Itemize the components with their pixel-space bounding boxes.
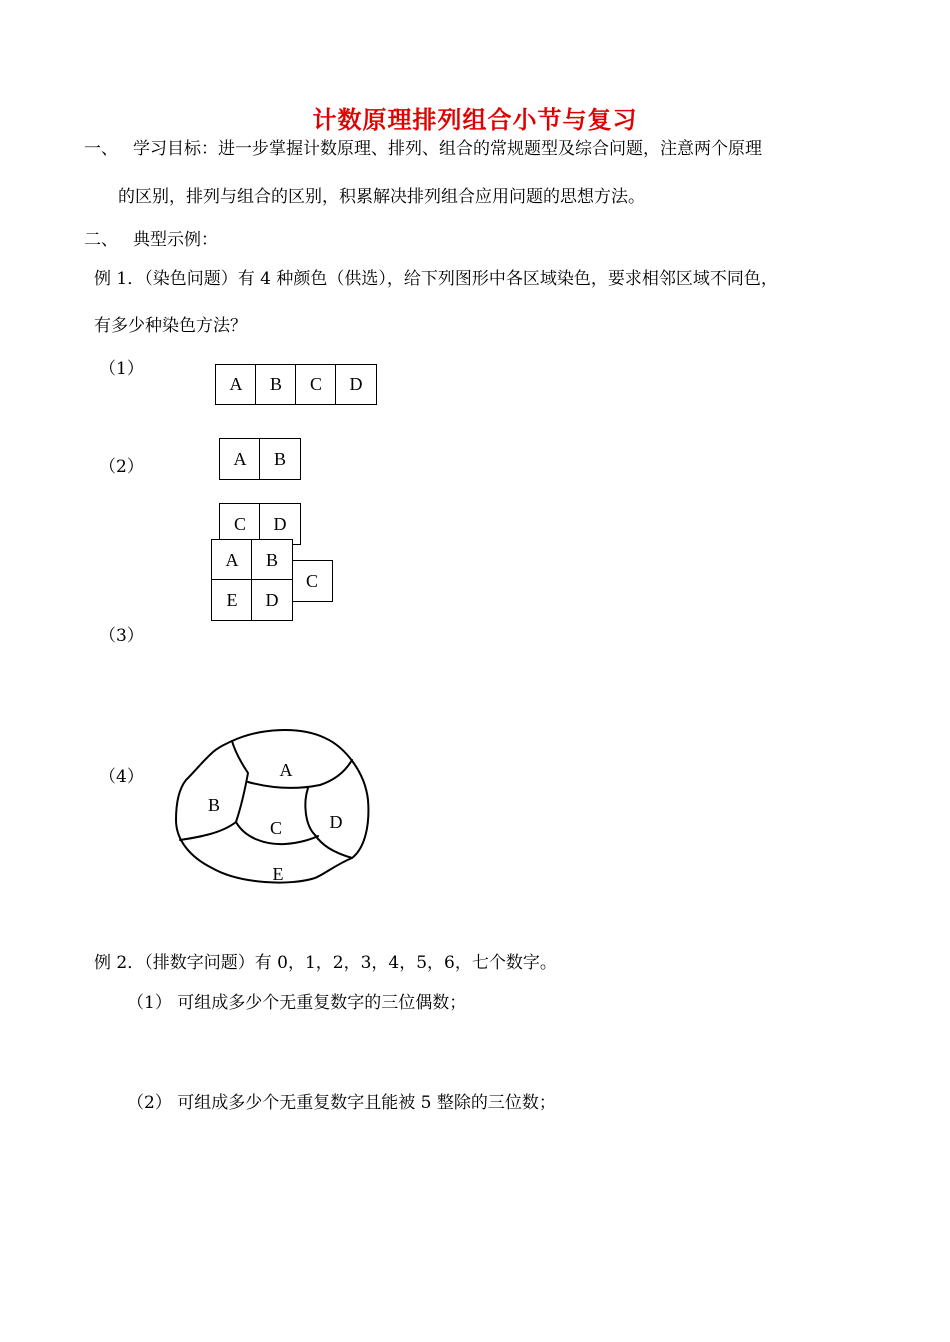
- section-2-heading: 典型示例：: [133, 230, 218, 250]
- figure-4-region-a: A: [279, 760, 293, 780]
- figure-2-cell-a: A: [219, 438, 261, 480]
- figure-4-border-ab: [232, 741, 248, 822]
- figure-3-cell-d: D: [251, 579, 293, 621]
- figure-4-border-ad: [248, 760, 352, 788]
- figure-2-label: （2）: [99, 457, 144, 477]
- figure-2-cell-d: D: [259, 503, 301, 545]
- section-1-text-line2: 的区别，排列与组合的区别，积累解决排列组合应用问题的思想方法。: [118, 187, 645, 207]
- figure-4-region-e: E: [272, 864, 284, 884]
- page-title: 计数原理排列组合小节与复习: [312, 105, 638, 134]
- figure-4-outline: [176, 730, 368, 883]
- example-2-question-1: （1） 可组成多少个无重复数字的三位偶数；: [127, 993, 467, 1013]
- figure-1-cell-b: B: [255, 364, 297, 405]
- figure-4-region-c: C: [269, 818, 283, 838]
- section-1-text-line1: 学习目标：进一步掌握计数原理、排列、组合的常规题型及综合问题，注意两个原理: [133, 139, 762, 159]
- figure-1-label: （1）: [99, 359, 144, 379]
- figure-2-cell-b: B: [259, 438, 301, 480]
- figure-3-label: （3）: [99, 626, 144, 646]
- figure-3-cell-e: E: [211, 579, 253, 621]
- figure-4-label: （4）: [99, 767, 144, 787]
- example-2-line1: 例 2．（排数字问题）有 0，1，2，3，4，5，6，七个数字。: [94, 953, 557, 973]
- example-1-line2: 有多少种染色方法？: [94, 316, 247, 336]
- example-2-question-2: （2） 可组成多少个无重复数字且能被 5 整除的三位数；: [127, 1093, 556, 1113]
- figure-4-region-d: D: [329, 812, 343, 832]
- figure-4-border-be: [180, 822, 236, 840]
- figure-3-cell-a: A: [211, 539, 253, 581]
- figure-4-region-b: B: [207, 795, 221, 815]
- section-1-number: 一、: [84, 139, 118, 159]
- figure-1-cell-a: A: [215, 364, 257, 405]
- section-2-number: 二、: [84, 230, 118, 250]
- figure-3-cell-c: C: [291, 560, 333, 602]
- figure-2-cell-c: C: [219, 503, 261, 545]
- figure-1-cell-c: C: [295, 364, 337, 405]
- figure-3-cell-b: B: [251, 539, 293, 581]
- example-1-line1: 例 1．（染色问题）有 4 种颜色（供选），给下列图形中各区域染色，要求相邻区域不同色，: [94, 269, 778, 289]
- figure-1-cell-d: D: [335, 364, 377, 405]
